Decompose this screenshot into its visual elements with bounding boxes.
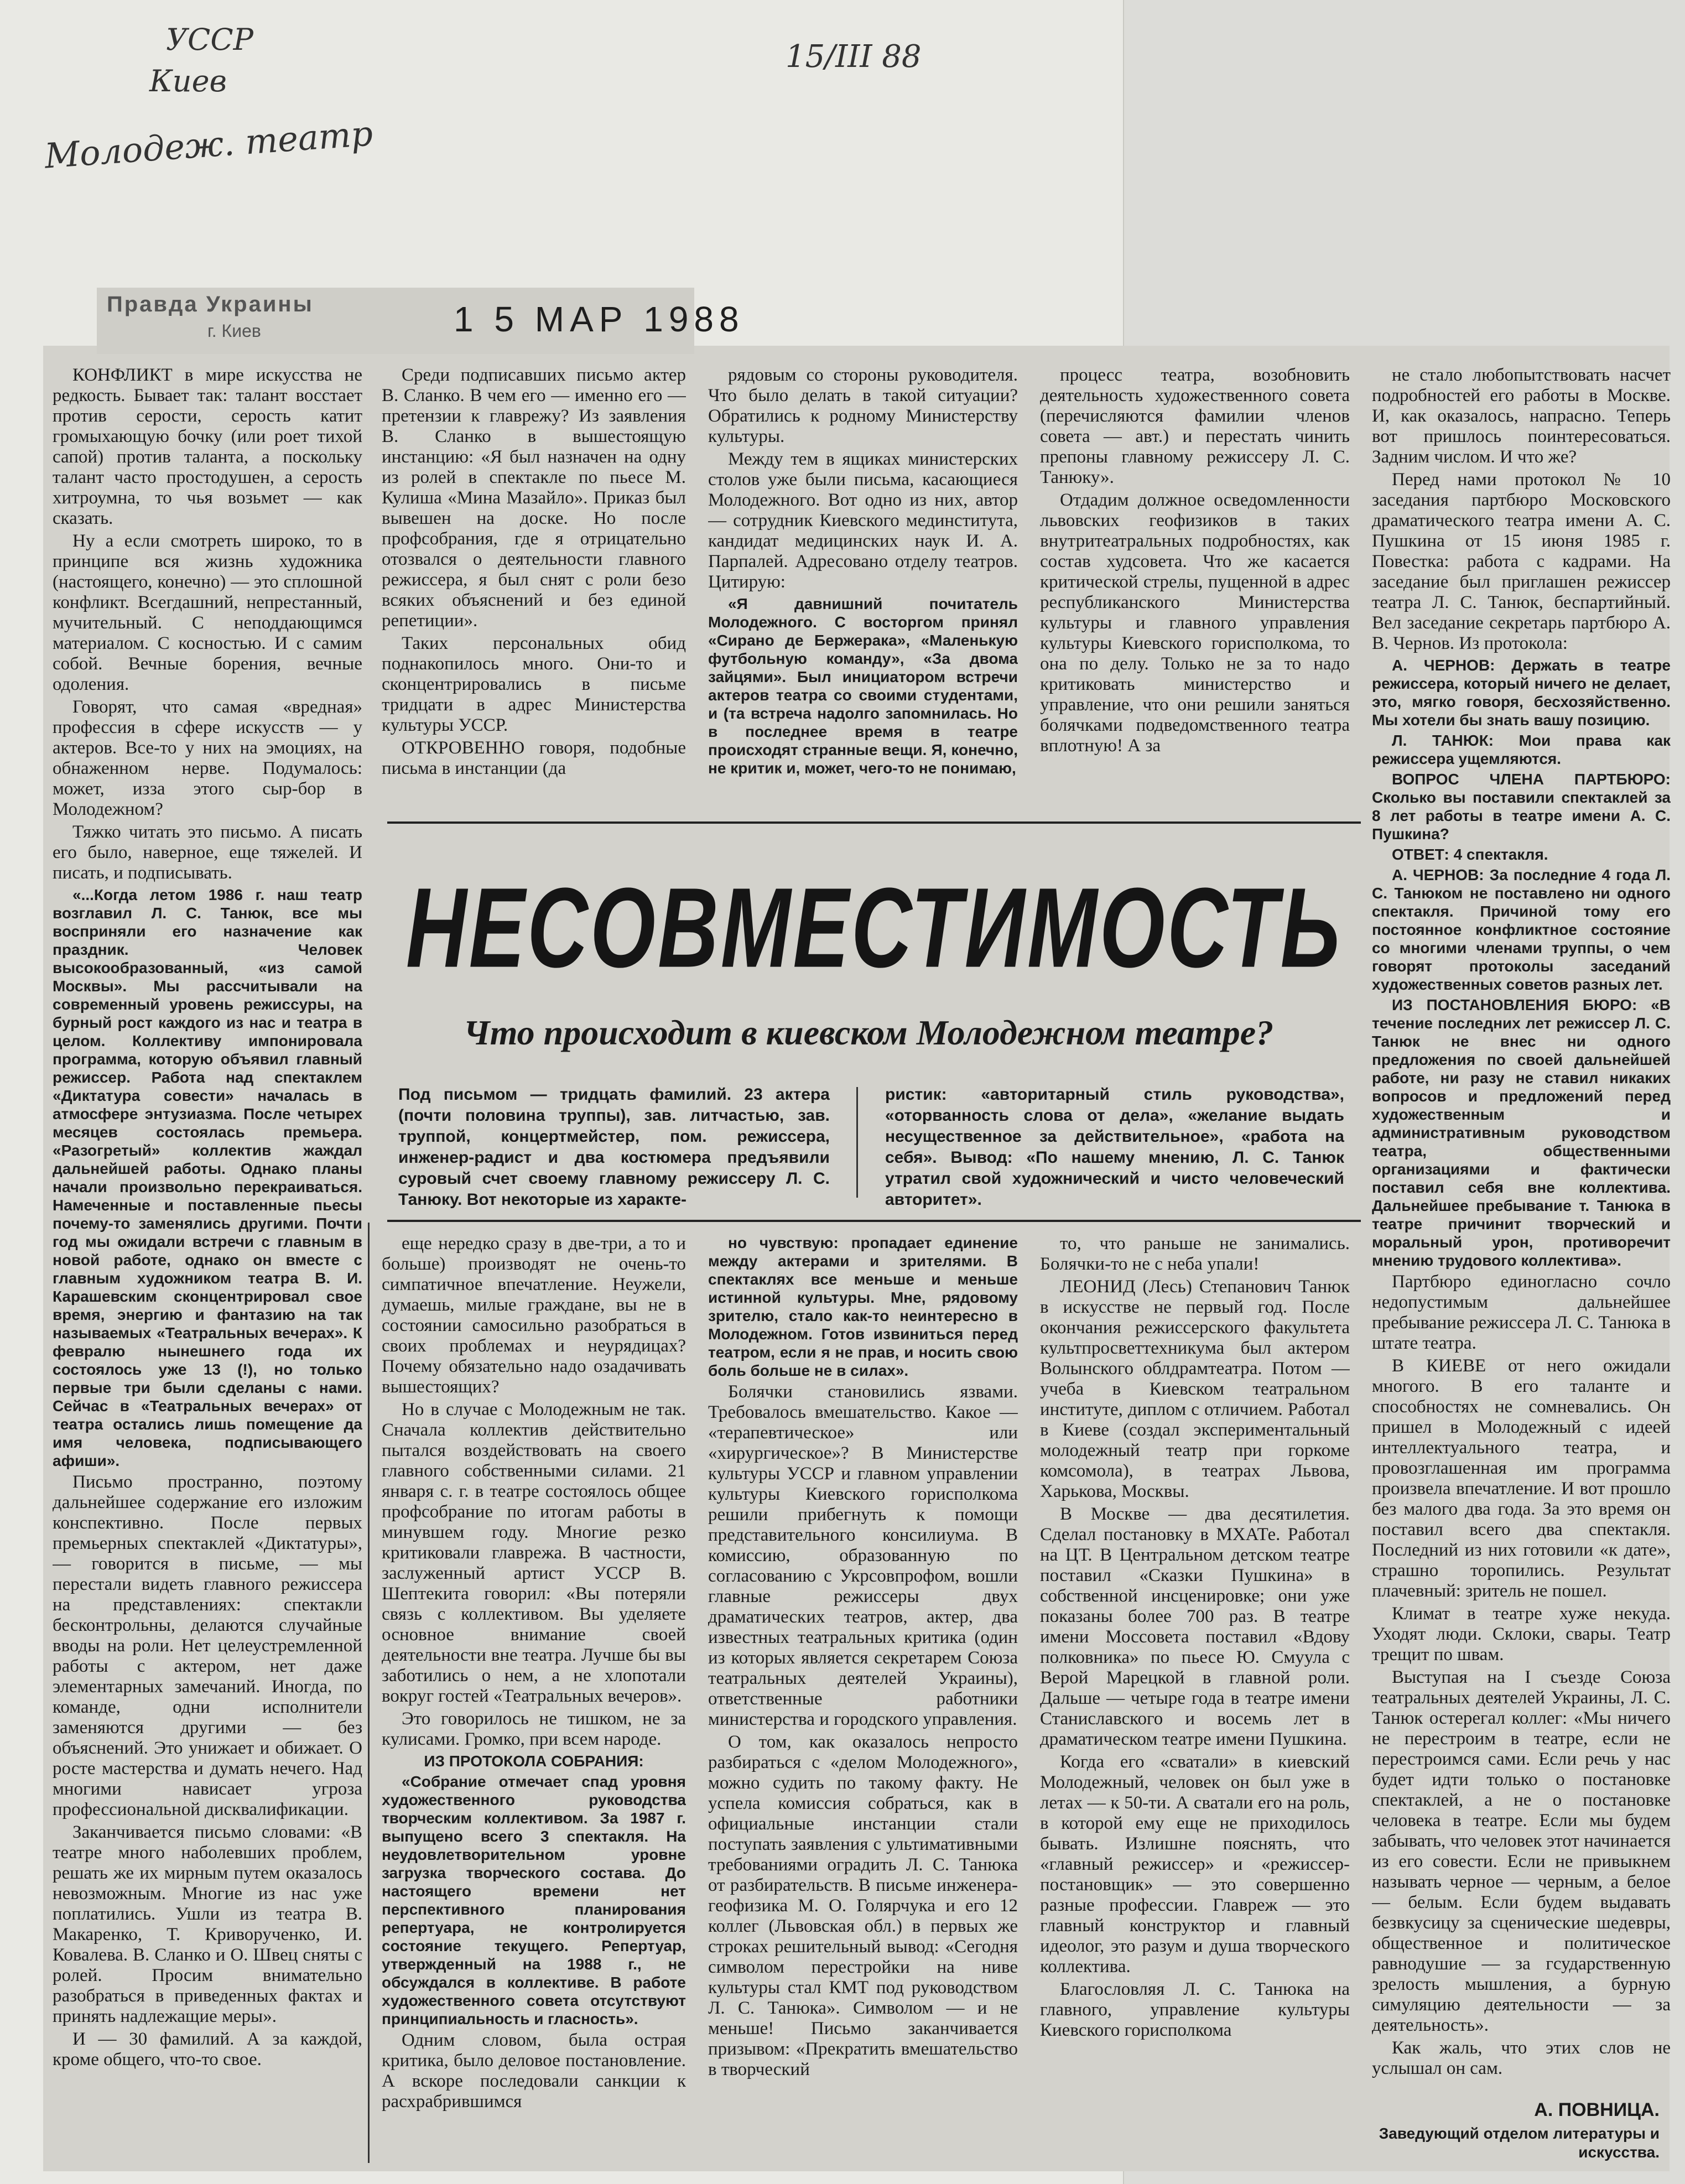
paragraph: рядовым со стороны руководителя. Что было делать в такой ситуации? Обратились к родному Министерству культуры. — [708, 365, 1018, 446]
paragraph: не стало любопытствовать насчет подробностей его работы в Москве. И, как оказалось, напрасно. Теперь вот пришлось поинтересоваться. Задним числом. И что же? — [1372, 365, 1671, 467]
column-3-bottom — [708, 1234, 1018, 2169]
letter-quote: но чувствую: пропадает единение между актерами и зрителями. В спектаклях все меньше и меньше истинной культуры. Мне, рядовому зрителю, стало как-то неинтересно в Молодежном. Готов извиниться перед театром, если я не прав, и носить свою боль больше не в силах». — [708, 1234, 1018, 1379]
paragraph: Между тем в ящиках министерских столов уже были письма, касающиеся Молодежного. Вот одно из них, автор — сотрудник Киевского мединститута, кандидат медицинских наук И. А. Парпалей. Адресовано отделу театров. Цитирую: — [708, 449, 1018, 592]
paragraph: Выступая на I съезде Союза театральных деятелей Украины, Л. С. Танюк остерегал коллег: «Мы ничего не перестроим в театре, если не перестроимся сами. Если речь у нас будет идти только о постановке спектаклей, а не о постановке человека в театре. Если мы будем забывать, что человек этот начинается из его совести. Если не привыкнем называть черное — черным, а белое — белым. Если будем выдавать безвкусицу за сценические шедевры, общественное и политическое равнодушие — за гсударственную зрелость мышления, а бурную симуляцию деятельности — за деятельность». — [1372, 1667, 1671, 2035]
letter-quote: «Я давнишний почитатель Молодежного. С восторгом принял «Сирано де Бержерака», «Маленькую футбольную команду», «За двома зайцями». Был инициатором встречи актеров театра со своими студентами, и (та встреча надолго запомнилась. Но в последнее время в театре происходят странные вещи. Я, конечно, не критик и, может, чего-то не понимаю, — [708, 595, 1018, 777]
letter-quote: «...Когда летом 1986 г. наш театр возглавил Л. С. Танюк, все мы восприняли его назначение как праздник. Человек высокообразованный, «из самой Москвы». Мы рассчитывали на современный уровень режиссуры, на бурный рост каждого из нас и театра в целом. Коллективу импонировала программа, которую объявил главный режиссер. Работа над спектаклем «Диктатура совести» началась в атмосфере энтузиазма. После четырех месяцев состоялась премьера. «Разогретый» коллектив жаждал дальнейшей работы. Однако планы начали произвольно перекраиваться. Намеченные и поставленные пьесы почему-то заменялись другими. Почти год мы ожидали встречи с главным в новой работе, однако он вместе с главным художником театра В. И. Карашевским сконцентрировал свое время, энергию и фантазию на так называемых «Театральных вечерах». К февралю нынешнего года их состоялось уже 13 (!), но только первые три были сделаны с нами. Сейчас в «Театральных вечерах» от театра остались лишь помещение да имя человека, подписывающего афиши». — [53, 886, 362, 1469]
column-divider — [368, 1223, 370, 2163]
paragraph: КОНФЛИКТ в мире искусства не редкость. Бывает так: талант восстает против серости, серость катит громыхающую бочку (или роет тихой сапой) против таланта, а поскольку талант часто простодушен, а серость хитроумна, то чья возьмет — как сказать. — [53, 365, 362, 528]
paragraph: Таких персональных обид поднакопилось много. Они-то и сконцентрировались в письме тридцати в адрес Министерства культуры УССР. — [382, 633, 686, 735]
column-5 — [1372, 365, 1671, 2169]
protocol-quote: «Собрание отмечает спад уровня художественного руководства творческим коллективом. За 1987 г. выпущено всего 3 спектакля. На неудовлетворительном уровне загрузка творческого состава. До настоящего времени нет перспективного планирования репертуара, не контролируется состояние текущего. Репертуар, утвержденный на 1988 г., не обсуждался в коллективе. В работе художественного совета отсутствуют принципиальность и гласность». — [382, 1773, 686, 2027]
lead-left: Под письмом — тридцать фамилий. 23 актера (почти половина труппы), зав. литчастью, зав. труппой, концертмейстер, пом. режиссера, инженер-радист и два костюмера предъявили суровый счет своему главному режиссеру Л. С. Танюку. Вот некоторые из характе- — [398, 1085, 830, 1209]
paragraph: Это говорилось не тишком, не за кулисами. Громко, при всем народе. — [382, 1709, 686, 1749]
column-4-bottom — [1040, 1234, 1350, 2169]
protocol-line: ОТВЕТ: 4 спектакля. — [1392, 846, 1548, 863]
protocol-line: ВОПРОС ЧЛЕНА ПАРТБЮРО: Сколько вы поставили спектаклей за 8 лет работы в театре имени А. С. Пушкина? — [1372, 771, 1671, 843]
paragraph: Говорят, что самая «вредная» профессия в сфере искусств — у актеров. Все-то у них на эмоциях, на обнаженном нерве. Подумалось: может, изза этого сыр-бор в Молодежном? — [53, 697, 362, 819]
paragraph: И — 30 фамилий. А за каждой, кроме общего, что-то свое. — [53, 2029, 362, 2069]
author-title: Заведующий отделом литературы и искусства. — [1379, 2125, 1660, 2161]
paragraph: Тяжко читать это письмо. А писать его было, наверное, еще тяжелей. И писать, и подписывать. — [53, 822, 362, 883]
subheadline: Что происходит в киевском Молодежном театре? — [463, 1013, 1274, 1052]
paragraph: Но в случае с Молодежным не так. Сначала коллектив действительно пытался воздействовать на своего главного собственными силами. 21 января с. г. в театре состоялось общее профсобрание по итогам работы в минувшем году. Многие резко критиковали главрежа. В частности, заслуженный артист УССР В. Шептекита говорил: «Вы потеряли связь с коллективом. Вы уделяете основное внимание своей деятельности вне театра. Лучше бы вы заботились о нем, а не хлопотали вокруг гостей «Театральных вечеров». — [382, 1400, 686, 1706]
paragraph: Как жаль, что этих слов не услышал он сам. — [1372, 2038, 1671, 2078]
date-stamp: 1 5 МАР 1988 — [454, 299, 745, 339]
protocol-line: Л. ТАНЮК: Мои права как режиссера ущемляются. — [1372, 732, 1671, 767]
lead-divider — [856, 1087, 858, 1198]
column-3-top — [708, 365, 1018, 802]
author-name: А. ПОВНИЦА. — [1534, 2099, 1660, 2120]
column-2-top — [382, 365, 686, 802]
headline-rule-bottom — [387, 1220, 1361, 1222]
column-1 — [53, 365, 362, 2169]
paragraph: Заканчивается письмо словами: «В театре много наболевших проблем, решать же их мирным путем оказалось невозможным. Многие из нас уже поплатились. Ушли из театра В. Макаренко, Т. Криворученко, И. Ковалева. В. Сланко и О. Швец сняты с ролей. Просим внимательно разобраться в приведенных фактах и принять надлежащие меры». — [53, 1822, 362, 2026]
handwritten-note-theatre: Молодеж. театр — [43, 113, 375, 176]
paragraph: В КИЕВЕ от него ожидали многого. В его таланте и способностях не сомневались. Он пришел в Молодежный с идеей интеллектуального театра, и провозглашенная им программа произвела впечатление. И вот прошло без малого два года. За это время он поставил всего два спектакля. Последний из них готовили «к дате», страшно торопились. Результат плачевный: зритель не пошел. — [1372, 1356, 1671, 1601]
column-4-top — [1040, 365, 1350, 802]
paragraph: Когда его «сватали» в киевский Молодежный, человек он был уже в летах — к 50-ти. А сватали его на роль, в которой ему еще не приходилось бывать. Излишне пояснять, что «главный режиссер» и «режиссер-постановщик» — это совершенно разные профессии. Главреж — это главный конструктор и главный идеолог, это разум и душа творческого коллектива. — [1040, 1752, 1350, 1977]
paragraph: Среди подписавших письмо актер В. Сланко. В чем его — именно его — претензии к главрежу? Из заявления В. Сланко в вышестоящую инстанцию: «Я был назначен на одну из ролей в спектакле по пьесе М. Кулиша «Мина Мазайло». Приказ был вывешен на доске. Но после профсобрания, где я отрицательно отозвался о деятельности главного режиссера, я был снят с роли безо всяких объяснений и без единой репетиции». — [382, 365, 686, 631]
paragraph: Письмо пространно, поэтому дальнейшее содержание его изложим конспективно. После первых премьерных спектаклей «Диктатуры», — говорится в письме, — мы перестали видеть главного режиссера на представлениях: спектакли бесконтрольны, делаются случайные вводы на роли. Нет целеустремленной работы с актером, нет даже элементарных замечаний. Иногда, по команде, одни исполнители заменяются другими — без объяснений. Это унижает и обижает. О росте мастерства и думать нечего. Над многими нависает угроза профессиональной дисквалификации. — [53, 1472, 362, 1819]
paragraph: Благословляя Л. С. Танюка на главного, управление культуры Киевского горисполкома — [1040, 1979, 1350, 2040]
paragraph: процесс театра, возобновить деятельность художественного совета (перечисляются фамилии членов совета — авт.) и перестать чинить препоны главному режиссеру Л. С. Танюку». — [1040, 365, 1350, 487]
handwritten-note-country: УССР — [166, 22, 253, 57]
protocol-line: ИЗ ПОСТАНОВЛЕНИЯ БЮРО: «В течение последних лет режиссер Л. С. Танюк не внес ни одного предложения по своей дальнейшей работе, ни разу не ставил никаких вопросов и предложений перед художественным и административным руководством театра, общественными организациями и фактически поставил себя вне коллектива. Дальнейшее пребывание т. Танюка в театре причинит творческий и моральный урон, противоречит мнению трудового коллектива». — [1372, 996, 1671, 1269]
lead-right: ристик: «авторитарный стиль руководства», «оторванность слова от дела», «желание выдать несущественное за действительное», «работа на себя». Вывод: «По нашему мнению, Л. С. Танюк утратил свой художнический и чисто человеческий авторитет». — [885, 1085, 1344, 1209]
paragraph: В Москве — два десятилетия. Сделал постановку в МХАТе. Работал на ЦТ. В Центральном детском театре поставил «Сказки Пушкина» в собственной инсценировке; они уже показаны более 700 раз. В театре имени Моссовета поставил «Вдову полковника» по пьесе Ю. Смуула с Верой Марецкой в главной роли. Дальше — четыре года в театре имени Станиславского и восемь лет в драматическом театре имени Пушкина. — [1040, 1504, 1350, 1749]
newspaper-name: Правда Украины — [107, 292, 314, 316]
protocol-title: ИЗ ПРОТОКОЛА СОБРАНИЯ: — [424, 1753, 644, 1770]
paragraph: Ну а если смотреть широко, то в принципе вся жизнь художника (настоящего, конечно) — это сплошной конфликт. Всегдашний, непрестанный, мучительный. С неподдающимся материалом. С косностью. И с самим собой. Вечные борения, вечные одоления. — [53, 531, 362, 694]
paragraph: Болячки становились язвами. Требовалось вмешательство. Какое — «терапевтическое» или «хирургическое»? В Министерстве культуры УССР и главном управлении культуры Киевского горисполкома решили прибегнуть к помощи представительного консилиума. В комиссию, образованную по согласованию с Укрсовпрофом, вошли главные режиссеры двух драматических театров, актер, два известных театральных критика (один из которых является секретарем Союза театральных деятелей Украины), ответственные работники министерства и городского управления. — [708, 1382, 1018, 1729]
protocol-line: А. ЧЕРНОВ: Держать в театре режиссера, который ничего не делает, это, мягко говоря, бесхозяйственно. Мы хотели бы знать вашу позицию. — [1372, 657, 1671, 729]
handwritten-note-city: Киев — [149, 64, 227, 98]
paragraph: то, что раньше не занимались. Болячки-то не с неба упали! — [1040, 1234, 1350, 1274]
paragraph: еще нередко сразу в две-три, а то и больше) производят не очень-то симпатичное впечатление. Неужели, думаешь, милые граждане, вы не в состоянии самосильно разобраться в своих проблемах и неурядицах? Почему обязательно надо озадачивать вышестоящих? — [382, 1234, 686, 1397]
headline: НЕСОВМЕСТИМОСТЬ — [405, 864, 1343, 992]
handwritten-date: 15/III 88 — [786, 39, 922, 75]
paragraph: Климат в театре хуже некуда. Уходят люди. Склоки, свары. Театр трещит по швам. — [1372, 1604, 1671, 1665]
paragraph: Перед нами протокол № 10 заседания партбюро Московского драматического театра имени А. С. Пушкина от 15 июня 1985 г. Повестка: работа с кадрами. На заседание был приглашен режиссер театра Л. С. Танюк, беспартийный. Вел заседание секретарь партбюро А. В. Чернов. Из протокола: — [1372, 470, 1671, 653]
paragraph: Отдадим должное осведомленности львовских геофизиков в таких внутритеатральных подробностях, как состав худсовета. Что же касается критической стрелы, пущенной в адрес республиканского Министерства культуры и главного управления культуры Киевского горисполкома, то она по делу. Только не за то надо критиковать министерство и управление, что они решили заняться болячками подведомственного театра вплотную! А за — [1040, 490, 1350, 756]
newspaper-city: г. Киев — [207, 321, 261, 341]
paragraph: ОТКРОВЕННО говоря, подобные письма в инстанции (да — [382, 738, 686, 778]
column-2-bottom — [382, 1234, 686, 2169]
paragraph: О том, как оказалось непросто разбираться с «делом Молодежного», можно судить по такому факту. Не успела комиссия собраться, как в официальные инстанции стали поступать заявления с ультимативными требованиями оградить Л. С. Танюка от разбирательств. В письме инженера-геофизика М. О. Голярчука и его 12 коллег (Львовская обл.) в первых же строках решительный вывод: «Сегодня символом перестройки на ниве культуры стал КМТ под руководством Л. С. Танюка». Символом — и не меньше! Письмо заканчивается призывом: «Прекратить вмешательство в творческий — [708, 1732, 1018, 2079]
paragraph: ЛЕОНИД (Лесь) Степанович Танюк в искусстве не первый год. После окончания режиссерского факультета культпросветтехникума был актером Волынского облдрамтеатра. Потом — учеба в Киевском театральном институте, диплом с отличием. Работал в Киеве (создал экспериментальный молодежный театр при горкоме комсомола), в театрах Львова, Харькова, Москвы. — [1040, 1277, 1350, 1501]
paragraph: Одним словом, была острая критика, было деловое постановление. А вскоре последовали санкции к расхрабрившимся — [382, 2030, 686, 2112]
paragraph: Партбюро единогласно сочло недопустимым дальнейшее пребывание режиссера Л. С. Танюка в штате театра. — [1372, 1272, 1671, 1353]
headline-rule-top — [387, 821, 1361, 824]
protocol-line: А. ЧЕРНОВ: За последние 4 года Л. С. Танюком не поставлено ни одного спектакля. Причиной тому его постоянное конфликтное состояние со многими членами труппы, о чем говорят протоколы заседаний художественных советов разных лет. — [1372, 866, 1671, 993]
